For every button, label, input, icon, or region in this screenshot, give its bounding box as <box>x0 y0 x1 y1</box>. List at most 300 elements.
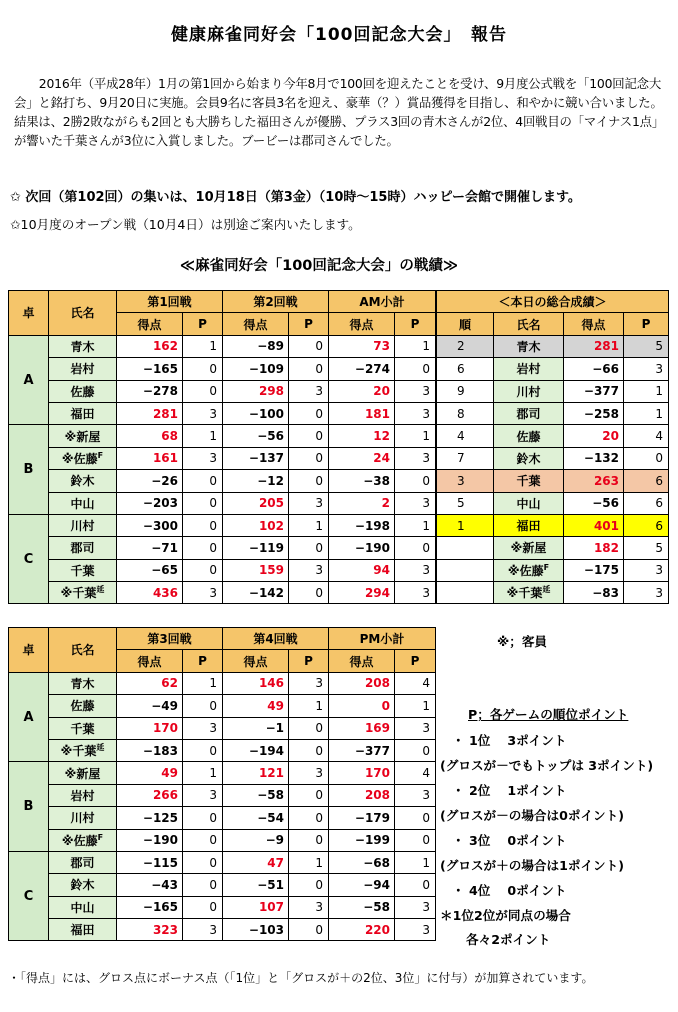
player-name <box>49 829 117 851</box>
points-cell: 3 <box>289 492 329 514</box>
col-points: P <box>395 313 436 335</box>
score-cell: −66 <box>564 358 624 380</box>
col-name: 氏名 <box>49 291 117 336</box>
points-cell: 0 <box>289 874 329 896</box>
score-cell: −377 <box>564 380 624 402</box>
score-cell: −65 <box>117 559 183 581</box>
player-name-text: 佐藤 <box>519 563 544 578</box>
table-row <box>9 492 436 514</box>
col-points: P <box>624 313 669 335</box>
score-cell: 162 <box>117 335 183 357</box>
player-name-text: 中山 <box>516 496 541 511</box>
score-cell: −198 <box>329 514 395 536</box>
player-name-text: 福田 <box>70 923 95 938</box>
points-cell: 3 <box>183 582 223 604</box>
points-cell: 3 <box>395 380 436 402</box>
name-suffix: F <box>97 832 104 842</box>
overall-row <box>437 425 669 447</box>
points-cell: 0 <box>183 695 223 717</box>
points-cell: 0 <box>289 582 329 604</box>
player-name <box>49 335 117 357</box>
points-cell: 3 <box>183 402 223 424</box>
score-cell: −119 <box>223 537 289 559</box>
score-cell: −142 <box>223 582 289 604</box>
player-name <box>494 335 564 357</box>
table-row <box>9 739 436 761</box>
col-points: P <box>289 650 329 672</box>
points-cell: 0 <box>395 807 436 829</box>
points-cell: 0 <box>183 896 223 918</box>
player-name-text: 青木 <box>70 676 95 691</box>
player-name <box>49 695 117 717</box>
player-name-text: 鈴木 <box>70 878 95 893</box>
points-cell: 0 <box>289 807 329 829</box>
table-row <box>9 896 436 918</box>
name-suffix: F <box>97 450 104 460</box>
score-cell: −109 <box>223 358 289 380</box>
name-suffix: F <box>543 562 550 572</box>
points-cell: 3 <box>624 582 669 604</box>
score-cell: −190 <box>329 537 395 559</box>
player-name-text: 川村 <box>516 384 541 399</box>
footnote: ・「得点」には、グロス点にボーナス点（「1位」と「グロスが＋の2位、3位」に付与）が加算されています。 <box>8 971 594 985</box>
score-cell: −165 <box>117 358 183 380</box>
player-name <box>49 358 117 380</box>
player-name-text: 福田 <box>70 407 95 422</box>
col-am-subtotal: AM小計 <box>329 291 436 313</box>
table-id: B <box>9 762 49 852</box>
points-cell: 3 <box>395 492 436 514</box>
score-cell: 47 <box>223 851 289 873</box>
overall-row <box>437 335 669 357</box>
player-name-text: 佐藤 <box>73 833 98 848</box>
score-cell: 121 <box>223 762 289 784</box>
score-cell: −58 <box>223 784 289 806</box>
points-cell: 3 <box>289 672 329 694</box>
player-name-text: 青木 <box>516 339 541 354</box>
score-cell: −43 <box>117 874 183 896</box>
points-cell: 3 <box>289 559 329 581</box>
next-meeting-notice: ✩ 次回（第102回）の集いは、10月18日（第3金）（10時～15時）ハッピー会館で開催します。 <box>10 190 581 205</box>
score-cell: 73 <box>329 335 395 357</box>
player-name-text: 岩村 <box>516 362 541 377</box>
points-note-line: P；各ゲームの順位ポイント <box>468 707 629 722</box>
overall-row <box>437 447 669 469</box>
table-id: A <box>9 335 49 425</box>
player-name-text: 岩村 <box>70 362 95 377</box>
points-cell: 1 <box>624 402 669 424</box>
table-id: C <box>9 851 49 941</box>
player-name-text: 郡司 <box>70 541 95 556</box>
player-name-text: 川村 <box>70 811 95 826</box>
score-cell: −377 <box>329 739 395 761</box>
rank-cell: 4 <box>437 425 494 447</box>
guest-mark: ※ <box>507 563 520 578</box>
points-cell: 0 <box>183 807 223 829</box>
score-cell: −274 <box>329 358 395 380</box>
points-cell: 1 <box>183 672 223 694</box>
score-cell: 169 <box>329 717 395 739</box>
points-cell: 3 <box>395 447 436 469</box>
score-cell: 170 <box>329 762 395 784</box>
points-cell: 0 <box>289 784 329 806</box>
rank-cell: 8 <box>437 402 494 424</box>
rank-cell <box>437 559 494 581</box>
score-cell: −132 <box>564 447 624 469</box>
points-cell: 0 <box>624 447 669 469</box>
points-cell: 1 <box>183 425 223 447</box>
points-note-line: (グロスが＋の場合は1ポイント) <box>440 858 624 873</box>
score-cell: −125 <box>117 807 183 829</box>
player-name-text: 新屋 <box>522 541 547 556</box>
col-points: P <box>395 650 436 672</box>
table-row <box>9 559 436 581</box>
points-note-line: ＊1位2位が同点の場合 <box>440 908 571 923</box>
overall-row <box>437 380 669 402</box>
player-name <box>49 851 117 873</box>
col-pm-subtotal: PM小計 <box>329 628 436 650</box>
score-cell: −175 <box>564 559 624 581</box>
points-cell: 0 <box>395 358 436 380</box>
points-cell: 0 <box>289 402 329 424</box>
score-cell: 102 <box>223 514 289 536</box>
table-row <box>9 672 436 694</box>
player-name <box>494 425 564 447</box>
overall-row <box>437 559 669 581</box>
points-cell: 0 <box>183 380 223 402</box>
score-cell: 24 <box>329 447 395 469</box>
score-cell: 161 <box>117 447 183 469</box>
guest-mark: ※ <box>64 766 77 781</box>
score-cell: −300 <box>117 514 183 536</box>
overall-title: ＜本日の総合成績＞ <box>437 291 669 313</box>
points-cell: 3 <box>395 402 436 424</box>
player-name <box>49 470 117 492</box>
score-cell: −203 <box>117 492 183 514</box>
guest-mark: ※ <box>61 833 74 848</box>
guest-mark: ※ <box>64 429 77 444</box>
points-cell: 1 <box>395 851 436 873</box>
score-cell: 436 <box>117 582 183 604</box>
player-name-text: 鈴木 <box>516 451 541 466</box>
player-name <box>49 739 117 761</box>
points-cell: 3 <box>395 919 436 941</box>
score-cell: −89 <box>223 335 289 357</box>
score-cell: 401 <box>564 514 624 536</box>
pm-results-table <box>8 627 436 941</box>
points-cell: 0 <box>395 537 436 559</box>
player-name <box>494 470 564 492</box>
table-row <box>9 470 436 492</box>
player-name-text: 佐藤 <box>70 384 95 399</box>
points-cell: 0 <box>183 829 223 851</box>
player-name-text: 新屋 <box>76 429 101 444</box>
points-cell: 0 <box>183 514 223 536</box>
points-cell: 1 <box>395 425 436 447</box>
points-note-line: (グロスが－でもトップは 3ポイント) <box>440 758 654 773</box>
player-name <box>49 559 117 581</box>
name-suffix: 延 <box>96 743 105 753</box>
col-name: 氏名 <box>494 313 564 335</box>
table-row <box>9 582 436 604</box>
score-cell: 298 <box>223 380 289 402</box>
col-score: 得点 <box>564 313 624 335</box>
score-cell: 62 <box>117 672 183 694</box>
score-cell: −190 <box>117 829 183 851</box>
rank-cell <box>437 582 494 604</box>
name-suffix: 延 <box>542 585 551 595</box>
intro-text: 2016年（平成28年）1月の第1回から始まり今年8月で100回を迎えたことを受け、9月度公式戦を「100回記念大会」と銘打ち、9月20日に実施。会員9名に客員3名を迎え、豪華（？）賞品獲得を目指し、和やかに競い合いました。結果は、2勝2敗ながらも2回とも大勝ちした福田さんが優勝、プラス3回の青木さんが2位、4回戦目の「マイナス1点」が響いた千葉さんが3位に入賞しました。ブービーは郡司さんでした。 <box>14 76 665 148</box>
score-cell: −83 <box>564 582 624 604</box>
player-name-text: 中山 <box>70 496 95 511</box>
score-cell: 263 <box>564 470 624 492</box>
points-cell: 3 <box>395 717 436 739</box>
points-cell: 1 <box>289 851 329 873</box>
points-cell: 1 <box>395 335 436 357</box>
rank-cell: 7 <box>437 447 494 469</box>
points-cell: 0 <box>289 739 329 761</box>
score-cell: 208 <box>329 784 395 806</box>
score-cell: 159 <box>223 559 289 581</box>
points-cell: 3 <box>289 896 329 918</box>
player-name-text: 千葉 <box>70 721 95 736</box>
player-name <box>494 402 564 424</box>
guest-mark: ※ <box>510 541 523 556</box>
player-name <box>49 582 117 604</box>
rank-cell: 2 <box>437 335 494 357</box>
score-cell: 49 <box>117 762 183 784</box>
rank-cell: 6 <box>437 358 494 380</box>
points-cell: 6 <box>624 470 669 492</box>
table-row <box>9 447 436 469</box>
points-cell: 5 <box>624 537 669 559</box>
points-cell: 0 <box>289 919 329 941</box>
points-cell: 1 <box>624 380 669 402</box>
guest-mark: ※ <box>506 586 519 601</box>
guest-mark: ※ <box>60 586 73 601</box>
am-results-table <box>8 290 436 604</box>
score-cell: 182 <box>564 537 624 559</box>
score-cell: −115 <box>117 851 183 873</box>
player-name <box>49 807 117 829</box>
col-score: 得点 <box>223 313 289 335</box>
player-name-text: 中山 <box>70 900 95 915</box>
page-title: 健康麻雀同好会「100回記念大会」 報告 <box>171 25 507 45</box>
score-cell: 220 <box>329 919 395 941</box>
col-score: 得点 <box>223 650 289 672</box>
col-points: P <box>183 313 223 335</box>
score-cell: −100 <box>223 402 289 424</box>
col-rank: 順 <box>437 313 494 335</box>
points-cell: 1 <box>289 514 329 536</box>
table-id: C <box>9 514 49 604</box>
player-name <box>49 919 117 941</box>
score-cell: −38 <box>329 470 395 492</box>
player-name <box>49 896 117 918</box>
guest-note: ※；客員 <box>497 634 548 649</box>
points-cell: 0 <box>289 425 329 447</box>
points-cell: 1 <box>395 695 436 717</box>
points-note-line: ・ 2位 1ポイント <box>452 783 567 798</box>
score-cell: −49 <box>117 695 183 717</box>
table-row <box>9 335 436 357</box>
score-cell: 0 <box>329 695 395 717</box>
points-cell: 0 <box>289 829 329 851</box>
player-name <box>494 492 564 514</box>
score-cell: 205 <box>223 492 289 514</box>
score-cell: −12 <box>223 470 289 492</box>
points-note-line: ・ 3位 0ポイント <box>452 833 567 848</box>
points-cell: 1 <box>289 695 329 717</box>
points-cell: 3 <box>289 762 329 784</box>
table-row <box>9 829 436 851</box>
col-round4: 第4回戦 <box>223 628 329 650</box>
player-name-text: 岩村 <box>70 788 95 803</box>
player-name-text: 福田 <box>516 519 541 534</box>
col-table: 卓 <box>9 628 49 673</box>
score-cell: 107 <box>223 896 289 918</box>
score-cell: −26 <box>117 470 183 492</box>
player-name <box>494 514 564 536</box>
points-cell: 3 <box>183 447 223 469</box>
points-cell: 1 <box>183 762 223 784</box>
score-cell: −179 <box>329 807 395 829</box>
table-id: A <box>9 672 49 762</box>
table-row <box>9 919 436 941</box>
overall-row <box>437 470 669 492</box>
table-row <box>9 807 436 829</box>
col-round1: 第1回戦 <box>117 291 223 313</box>
score-cell: −54 <box>223 807 289 829</box>
player-name-text: 青木 <box>70 339 95 354</box>
points-cell: 0 <box>289 358 329 380</box>
points-cell: 3 <box>624 559 669 581</box>
player-name-text: 千葉 <box>72 586 97 601</box>
points-cell: 0 <box>395 739 436 761</box>
points-cell: 0 <box>183 874 223 896</box>
points-cell: 4 <box>395 762 436 784</box>
points-cell: 4 <box>624 425 669 447</box>
score-cell: −258 <box>564 402 624 424</box>
points-cell: 0 <box>183 739 223 761</box>
player-name <box>49 514 117 536</box>
player-name-text: 鈴木 <box>70 474 95 489</box>
points-cell: 6 <box>624 492 669 514</box>
table-row <box>9 358 436 380</box>
score-cell: −103 <box>223 919 289 941</box>
overall-row <box>437 514 669 536</box>
player-name <box>49 672 117 694</box>
table-row <box>9 402 436 424</box>
table-row <box>9 717 436 739</box>
player-name <box>49 874 117 896</box>
points-note-line: ・ 4位 0ポイント <box>452 883 567 898</box>
points-note-line: 各々2ポイント <box>466 932 551 947</box>
table-row <box>9 851 436 873</box>
score-cell: 12 <box>329 425 395 447</box>
overall-row <box>437 358 669 380</box>
score-cell: −71 <box>117 537 183 559</box>
player-name-text: 千葉 <box>518 586 543 601</box>
points-cell: 0 <box>183 851 223 873</box>
score-cell: −183 <box>117 739 183 761</box>
table-row <box>9 380 436 402</box>
score-cell: −9 <box>223 829 289 851</box>
score-cell: 170 <box>117 717 183 739</box>
score-cell: 68 <box>117 425 183 447</box>
points-cell: 1 <box>395 514 436 536</box>
points-cell: 1 <box>183 335 223 357</box>
player-name <box>49 425 117 447</box>
score-cell: 20 <box>329 380 395 402</box>
score-cell: −199 <box>329 829 395 851</box>
player-name-text: 千葉 <box>72 744 97 759</box>
points-note-line: (グロスが－の場合は0ポイント) <box>440 808 624 823</box>
player-name-text: 佐藤 <box>516 429 541 444</box>
rank-cell <box>437 537 494 559</box>
points-cell: 3 <box>395 582 436 604</box>
player-name <box>49 447 117 469</box>
score-cell: −1 <box>223 717 289 739</box>
overall-row <box>437 537 669 559</box>
points-cell: 5 <box>624 335 669 357</box>
points-cell: 0 <box>183 492 223 514</box>
rank-cell: 9 <box>437 380 494 402</box>
points-cell: 0 <box>395 470 436 492</box>
points-cell: 3 <box>183 717 223 739</box>
intro-paragraph <box>14 74 666 150</box>
name-suffix: 延 <box>96 585 105 595</box>
rank-cell: 5 <box>437 492 494 514</box>
player-name <box>49 402 117 424</box>
points-cell: 3 <box>183 919 223 941</box>
points-cell: 3 <box>289 380 329 402</box>
score-cell: 281 <box>117 402 183 424</box>
points-cell: 0 <box>183 358 223 380</box>
score-cell: 181 <box>329 402 395 424</box>
points-cell: 0 <box>289 335 329 357</box>
score-cell: 20 <box>564 425 624 447</box>
rank-cell: 3 <box>437 470 494 492</box>
points-cell: 6 <box>624 514 669 536</box>
player-name <box>494 559 564 581</box>
points-cell: 0 <box>183 559 223 581</box>
overall-results-table <box>436 290 669 604</box>
points-cell: 0 <box>183 470 223 492</box>
score-cell: 294 <box>329 582 395 604</box>
points-cell: 0 <box>289 447 329 469</box>
player-name <box>49 537 117 559</box>
score-cell: −56 <box>564 492 624 514</box>
player-name-text: 川村 <box>70 519 95 534</box>
col-round2: 第2回戦 <box>223 291 329 313</box>
player-name-text: 千葉 <box>516 474 541 489</box>
points-cell: 0 <box>289 537 329 559</box>
col-table: 卓 <box>9 291 49 336</box>
col-round3: 第3回戦 <box>117 628 223 650</box>
col-name: 氏名 <box>49 628 117 673</box>
points-note-line: ・ 1位 3ポイント <box>452 733 567 748</box>
score-cell: 2 <box>329 492 395 514</box>
score-cell: −51 <box>223 874 289 896</box>
table-row <box>9 695 436 717</box>
score-cell: 208 <box>329 672 395 694</box>
points-cell: 0 <box>395 829 436 851</box>
points-cell: 0 <box>289 717 329 739</box>
col-score: 得点 <box>329 313 395 335</box>
table-row <box>9 762 436 784</box>
score-cell: −68 <box>329 851 395 873</box>
